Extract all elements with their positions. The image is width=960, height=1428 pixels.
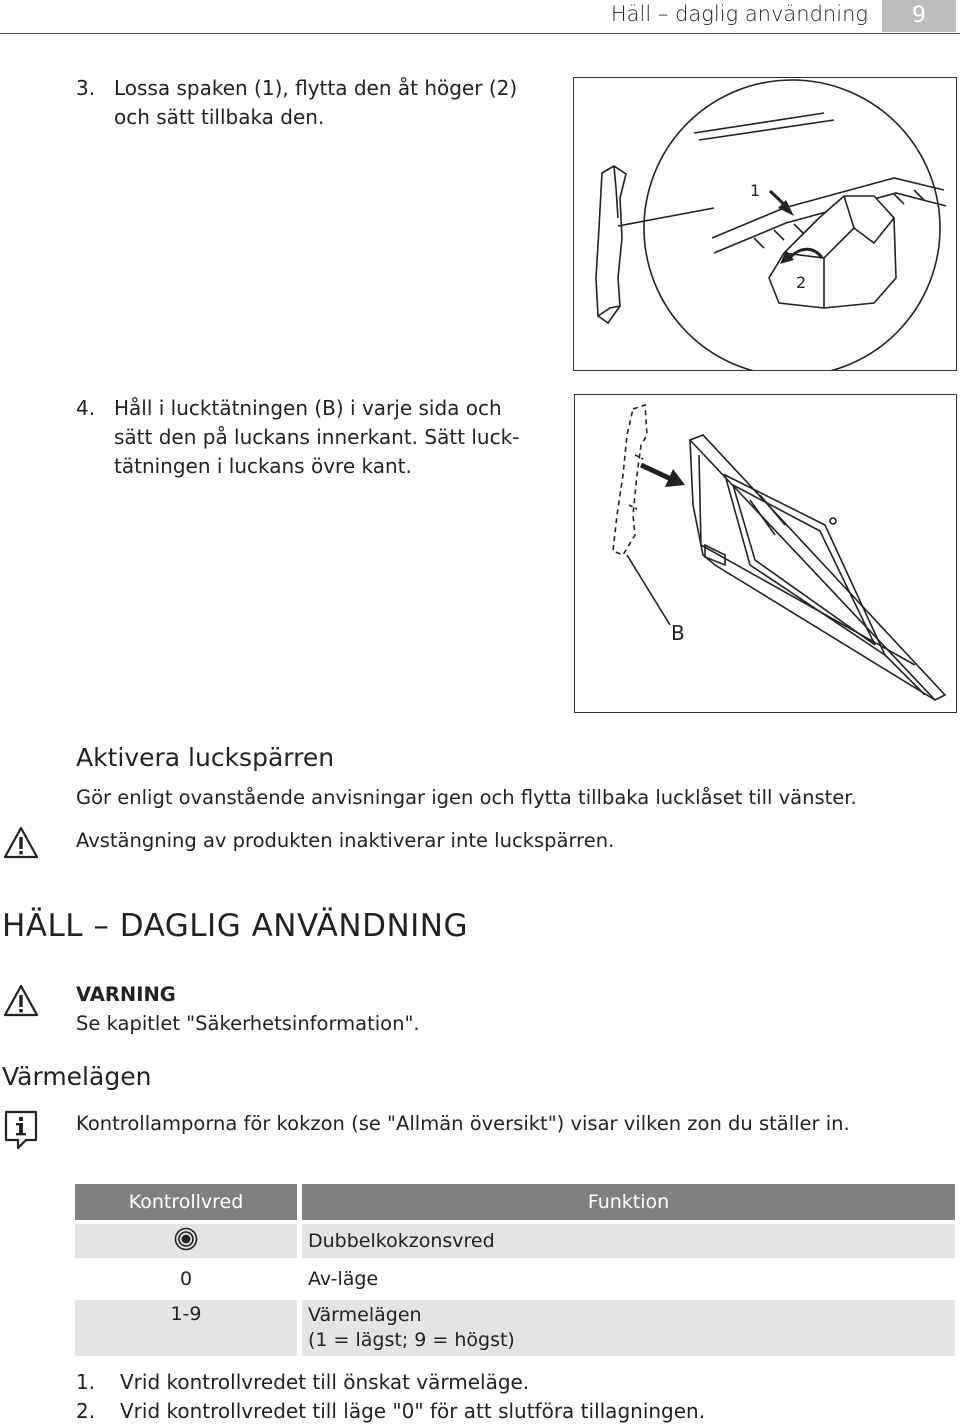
- step-4: [76, 394, 556, 484]
- table-header-function: Funktion: [302, 1184, 955, 1220]
- warning-triangle-icon: [3, 984, 39, 1018]
- step-3: [76, 74, 556, 134]
- info-icon: [4, 1110, 38, 1150]
- instruction-item: [76, 1399, 706, 1423]
- figure-door-lever: [573, 77, 957, 371]
- header-rule: [0, 33, 960, 34]
- table-cell-control: [75, 1224, 302, 1258]
- instruction-text: Vrid kontrollvredet till önskat värmeläge.: [120, 1370, 530, 1394]
- step-number: 3.: [76, 76, 96, 100]
- body-text: Gör enligt ovanstående anvisningar igen och flytta tillbaka lucklåset till vänster.: [76, 786, 857, 809]
- warning-label: VARNING: [76, 983, 176, 1006]
- step-text-line: Lossa spaken (1), flytta den åt höger (2): [114, 76, 518, 100]
- running-header-title: Häll – daglig användning: [610, 2, 868, 26]
- step-text-line: sätt den på luckans innerkant. Sätt luck-: [114, 425, 520, 449]
- table-row: [75, 1224, 955, 1258]
- info-text: Kontrollamporna för kokzon (se "Allmän översikt") visar vilken zon du ställer in.: [76, 1112, 850, 1135]
- figure-door-seal: [574, 394, 957, 713]
- table-cell-function: Dubbelkokzonsvred: [302, 1224, 955, 1258]
- table-cell-function-line: (1 = lägst; 9 = högst): [308, 1329, 515, 1351]
- section-title: HÄLL – DAGLIG ANVÄNDNING: [2, 908, 468, 944]
- table-cell-function: Av-läge: [308, 1268, 379, 1290]
- control-knob-table: [75, 1180, 955, 1360]
- lever-illustration: [574, 78, 956, 370]
- callout-label-2: 2: [796, 273, 807, 292]
- table-header-control: Kontrollvred: [75, 1184, 302, 1220]
- instruction-number: 2.: [76, 1399, 96, 1423]
- warning-text: Se kapitlet "Säkerhetsinformation".: [76, 1012, 420, 1035]
- door-seal-illustration: [575, 395, 956, 712]
- table-cell-control: 1-9: [75, 1300, 302, 1356]
- table-cell-function: [302, 1300, 955, 1356]
- subheading-activate-lock: Aktivera luckspärren: [76, 743, 335, 772]
- instruction-number: 1.: [76, 1370, 96, 1394]
- double-ring-icon: [174, 1227, 198, 1251]
- table-row: [75, 1262, 955, 1296]
- page-number: 9: [882, 0, 956, 32]
- warning-text: Avstängning av produkten inaktiverar inte luckspärren.: [76, 829, 615, 852]
- table-cell-control: 0: [75, 1262, 302, 1296]
- step-number: 4.: [76, 396, 96, 420]
- instruction-text: Vrid kontrollvredet till läge "0" för att slutföra tillagningen.: [120, 1399, 706, 1423]
- subheading-heat-settings: Värmelägen: [2, 1062, 152, 1091]
- callout-label-1: 1: [750, 181, 761, 200]
- step-text-line: Håll i lucktätningen (B) i varje sida och: [114, 396, 502, 420]
- table-cell-function-line: Värmelägen: [308, 1304, 422, 1326]
- step-text-line: och sätt tillbaka den.: [114, 105, 325, 129]
- table-row: [75, 1300, 955, 1356]
- step-text-line: tätningen i luckans övre kant.: [114, 454, 412, 478]
- warning-triangle-icon: [3, 826, 39, 860]
- callout-label-b: B: [671, 621, 685, 645]
- instruction-item: [76, 1370, 530, 1394]
